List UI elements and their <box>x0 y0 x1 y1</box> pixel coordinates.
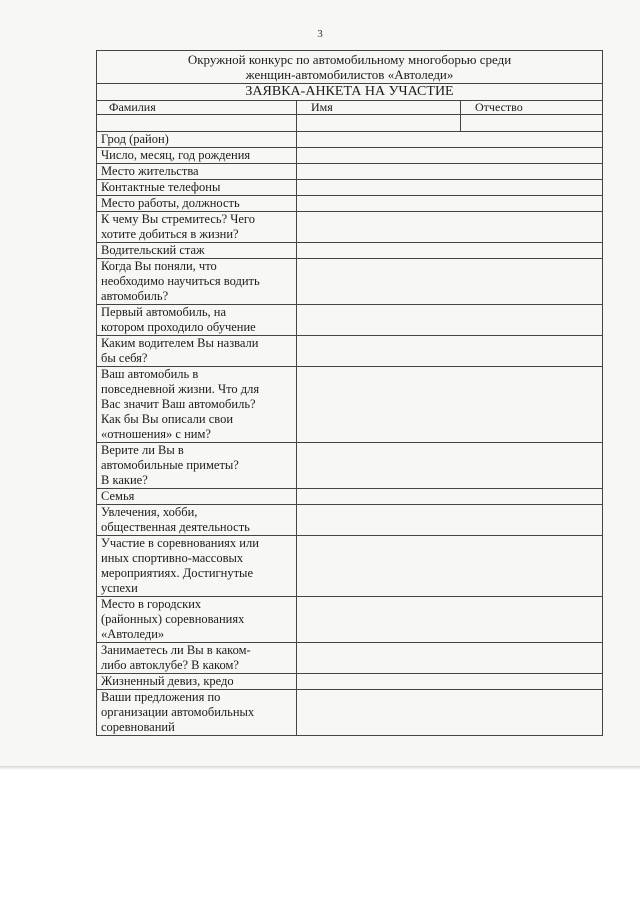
name-answer-row <box>97 115 603 132</box>
first-name-answer-cell[interactable] <box>297 115 461 132</box>
form-heading-row <box>97 84 603 101</box>
answer-cell[interactable] <box>297 243 603 259</box>
question-label: Каким водителем Вы назвали бы себя? <box>97 336 297 367</box>
question-row <box>97 259 603 305</box>
patronymic-answer-cell[interactable] <box>461 115 603 132</box>
question-label: Верите ли Вы в автомобильные приметы? В какие? <box>97 443 297 489</box>
question-label: Занимаетесь ли Вы в каком- либо автоклубе? В каком? <box>97 643 297 674</box>
question-row <box>97 180 603 196</box>
application-form-table <box>96 50 603 736</box>
question-label: Число, месяц, год рождения <box>97 148 297 164</box>
form-title <box>97 51 603 84</box>
answer-cell[interactable] <box>297 690 603 736</box>
column-patronymic: Отчество <box>461 101 603 115</box>
answer-cell[interactable] <box>297 674 603 690</box>
name-columns-header <box>97 101 603 115</box>
question-row <box>97 367 603 443</box>
answer-cell[interactable] <box>297 148 603 164</box>
question-row <box>97 597 603 643</box>
question-label: Место работы, должность <box>97 196 297 212</box>
column-first-name: Имя <box>297 101 461 115</box>
question-row <box>97 674 603 690</box>
question-label: Контактные телефоны <box>97 180 297 196</box>
answer-cell[interactable] <box>297 180 603 196</box>
answer-cell[interactable] <box>297 132 603 148</box>
question-row <box>97 336 603 367</box>
question-label: Жизненный девиз, кредо <box>97 674 297 690</box>
question-label: Ваши предложения по организации автомобильных соревнований <box>97 690 297 736</box>
question-label: Место в городских (районных) соревнованиях «Автоледи» <box>97 597 297 643</box>
question-row <box>97 212 603 243</box>
question-label: К чему Вы стремитесь? Чего хотите добиться в жизни? <box>97 212 297 243</box>
answer-cell[interactable] <box>297 336 603 367</box>
answer-cell[interactable] <box>297 597 603 643</box>
question-row <box>97 164 603 180</box>
question-label: Когда Вы поняли, что необходимо научиться водить автомобиль? <box>97 259 297 305</box>
question-row <box>97 643 603 674</box>
form-title-row <box>97 51 603 84</box>
question-label: Первый автомобиль, на котором проходило обучение <box>97 305 297 336</box>
surname-answer-cell[interactable] <box>97 115 297 132</box>
answer-cell[interactable] <box>297 196 603 212</box>
form-heading: ЗАЯВКА-АНКЕТА НА УЧАСТИЕ <box>97 84 603 101</box>
question-label: Увлечения, хобби, общественная деятельность <box>97 505 297 536</box>
answer-cell[interactable] <box>297 305 603 336</box>
question-row <box>97 305 603 336</box>
question-row <box>97 505 603 536</box>
form-title-line-2: женщин-автомобилистов «Автоледи» <box>245 67 454 82</box>
answer-cell[interactable] <box>297 259 603 305</box>
answer-cell[interactable] <box>297 536 603 597</box>
answer-cell[interactable] <box>297 505 603 536</box>
column-surname: Фамилия <box>97 101 297 115</box>
question-label: Семья <box>97 489 297 505</box>
answer-cell[interactable] <box>297 643 603 674</box>
page-edge-shadow <box>0 766 640 770</box>
question-label: Водительский стаж <box>97 243 297 259</box>
question-row <box>97 690 603 736</box>
answer-cell[interactable] <box>297 367 603 443</box>
page-number: 3 <box>317 28 323 40</box>
question-row <box>97 196 603 212</box>
form-title-line-1: Окружной конкурс по автомобильному многоборью среди <box>187 52 512 67</box>
answer-cell[interactable] <box>297 212 603 243</box>
question-label: Ваш автомобиль в повседневной жизни. Что для Вас значит Ваш автомобиль? Как бы Вы описали свои «отношения» с ним? <box>97 367 297 443</box>
question-row <box>97 443 603 489</box>
question-row <box>97 489 603 505</box>
question-label: Место жительства <box>97 164 297 180</box>
question-row <box>97 536 603 597</box>
question-label: Грод (район) <box>97 132 297 148</box>
question-row <box>97 148 603 164</box>
question-label: Участие в соревнованиях или иных спортивно-массовых мероприятиях. Достигнутые успехи <box>97 536 297 597</box>
question-row <box>97 132 603 148</box>
answer-cell[interactable] <box>297 164 603 180</box>
question-row <box>97 243 603 259</box>
answer-cell[interactable] <box>297 489 603 505</box>
answer-cell[interactable] <box>297 443 603 489</box>
